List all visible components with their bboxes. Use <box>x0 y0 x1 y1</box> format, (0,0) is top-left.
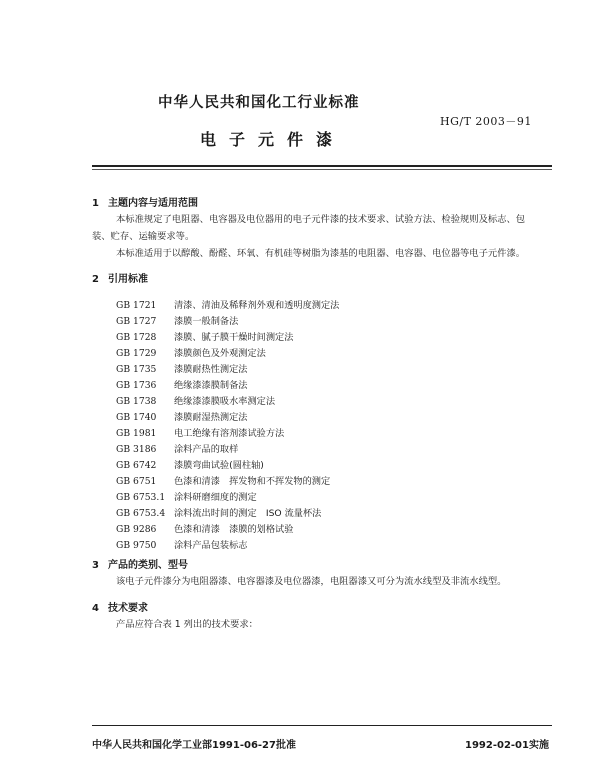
reference-name: 色漆和清漆 挥发物和不挥发物的测定 <box>174 476 331 487</box>
reference-name: 漆膜耐热性测定法 <box>174 364 248 375</box>
reference-name: 漆膜一般制备法 <box>174 316 239 327</box>
reference-name: 涂料研磨细度的测定 <box>174 492 257 503</box>
reference-name: 涂料流出时间的测定 ISO 流量杯法 <box>174 508 322 519</box>
section-3-heading <box>92 556 188 571</box>
reference-name: 电工绝缘有溶剂漆试验方法 <box>174 428 285 439</box>
reference-name: 涂料产品包装标志 <box>174 540 248 551</box>
reference-name: 漆膜颜色及外观测定法 <box>174 348 266 359</box>
implementation-date: 1992-02-01实施 <box>465 740 549 751</box>
reference-code: GB 1735 <box>116 364 157 375</box>
reference-code: GB 1981 <box>116 428 157 439</box>
section-3-number: 3 <box>92 560 99 571</box>
reference-name: 清漆、清油及稀释剂外观和透明度测定法 <box>174 300 340 311</box>
reference-code: GB 9750 <box>116 540 157 551</box>
section-1-para1-line2: 装、贮存、运输要求等。 <box>92 231 195 242</box>
reference-code: GB 6753.1 <box>116 492 166 503</box>
section-1-heading <box>92 194 198 209</box>
reference-code: GB 3186 <box>116 444 157 455</box>
reference-code: GB 1727 <box>116 316 157 327</box>
reference-name: 漆膜耐湿热测定法 <box>174 412 248 423</box>
reference-name: 涂料产品的取样 <box>174 444 239 455</box>
standard-code: HG/T 2003－91 <box>440 115 532 128</box>
section-1-para2: 本标准适用于以醇酸、酚醛、环氧、有机硅等树脂为漆基的电阻器、电容器、电位器等电子元件漆。 <box>116 248 526 259</box>
reference-name: 绝缘漆漆膜吸水率测定法 <box>174 396 276 407</box>
approval-line: 中华人民共和国化学工业部1991-06-27批准 <box>92 740 296 751</box>
reference-code: GB 1721 <box>116 300 157 311</box>
reference-code: GB 1738 <box>116 396 157 407</box>
header-rule-thin <box>92 169 552 170</box>
section-4-heading <box>92 599 148 614</box>
reference-code: GB 1729 <box>116 348 157 359</box>
document-title: 电子元件漆 <box>200 130 346 149</box>
section-2-heading <box>92 270 148 285</box>
section-3-title: 产品的类别、型号 <box>108 560 188 571</box>
section-1-title: 主题内容与适用范围 <box>108 198 198 209</box>
reference-code: GB 1740 <box>116 412 157 423</box>
reference-code: GB 6742 <box>116 460 157 471</box>
reference-code: GB 1728 <box>116 332 157 343</box>
reference-name: 漆膜、腻子膜干燥时间测定法 <box>174 332 294 343</box>
header-rule-thick <box>92 165 552 167</box>
reference-code: GB 6751 <box>116 476 157 487</box>
reference-code: GB 1736 <box>116 380 157 391</box>
section-2-title: 引用标准 <box>108 274 148 285</box>
reference-name: 漆膜弯曲试验(圆柱轴) <box>174 460 264 471</box>
reference-name: 绝缘漆漆膜制备法 <box>174 380 248 391</box>
section-2-number: 2 <box>92 274 99 285</box>
section-1-para1-line1: 本标准规定了电阻器、电容器及电位器用的电子元件漆的技术要求、试验方法、检验规则及标志、包 <box>116 214 526 225</box>
issuing-body-title: 中华人民共和国化工行业标准 <box>158 95 360 111</box>
section-4-number: 4 <box>92 603 99 614</box>
reference-code: GB 9286 <box>116 524 157 535</box>
reference-item <box>116 533 248 552</box>
section-4-para: 产品应符合表 1 列出的技术要求： <box>116 619 258 630</box>
section-4-title: 技术要求 <box>108 603 148 614</box>
section-3-para: 该电子元件漆分为电阻器漆、电容器漆及电位器漆，电阻器漆又可分为流水线型及非流水线型。 <box>116 576 507 587</box>
footer-rule <box>92 725 552 726</box>
reference-name: 色漆和清漆 漆膜的划格试验 <box>174 524 294 535</box>
reference-code: GB 6753.4 <box>116 508 166 519</box>
section-1-number: 1 <box>92 198 99 209</box>
